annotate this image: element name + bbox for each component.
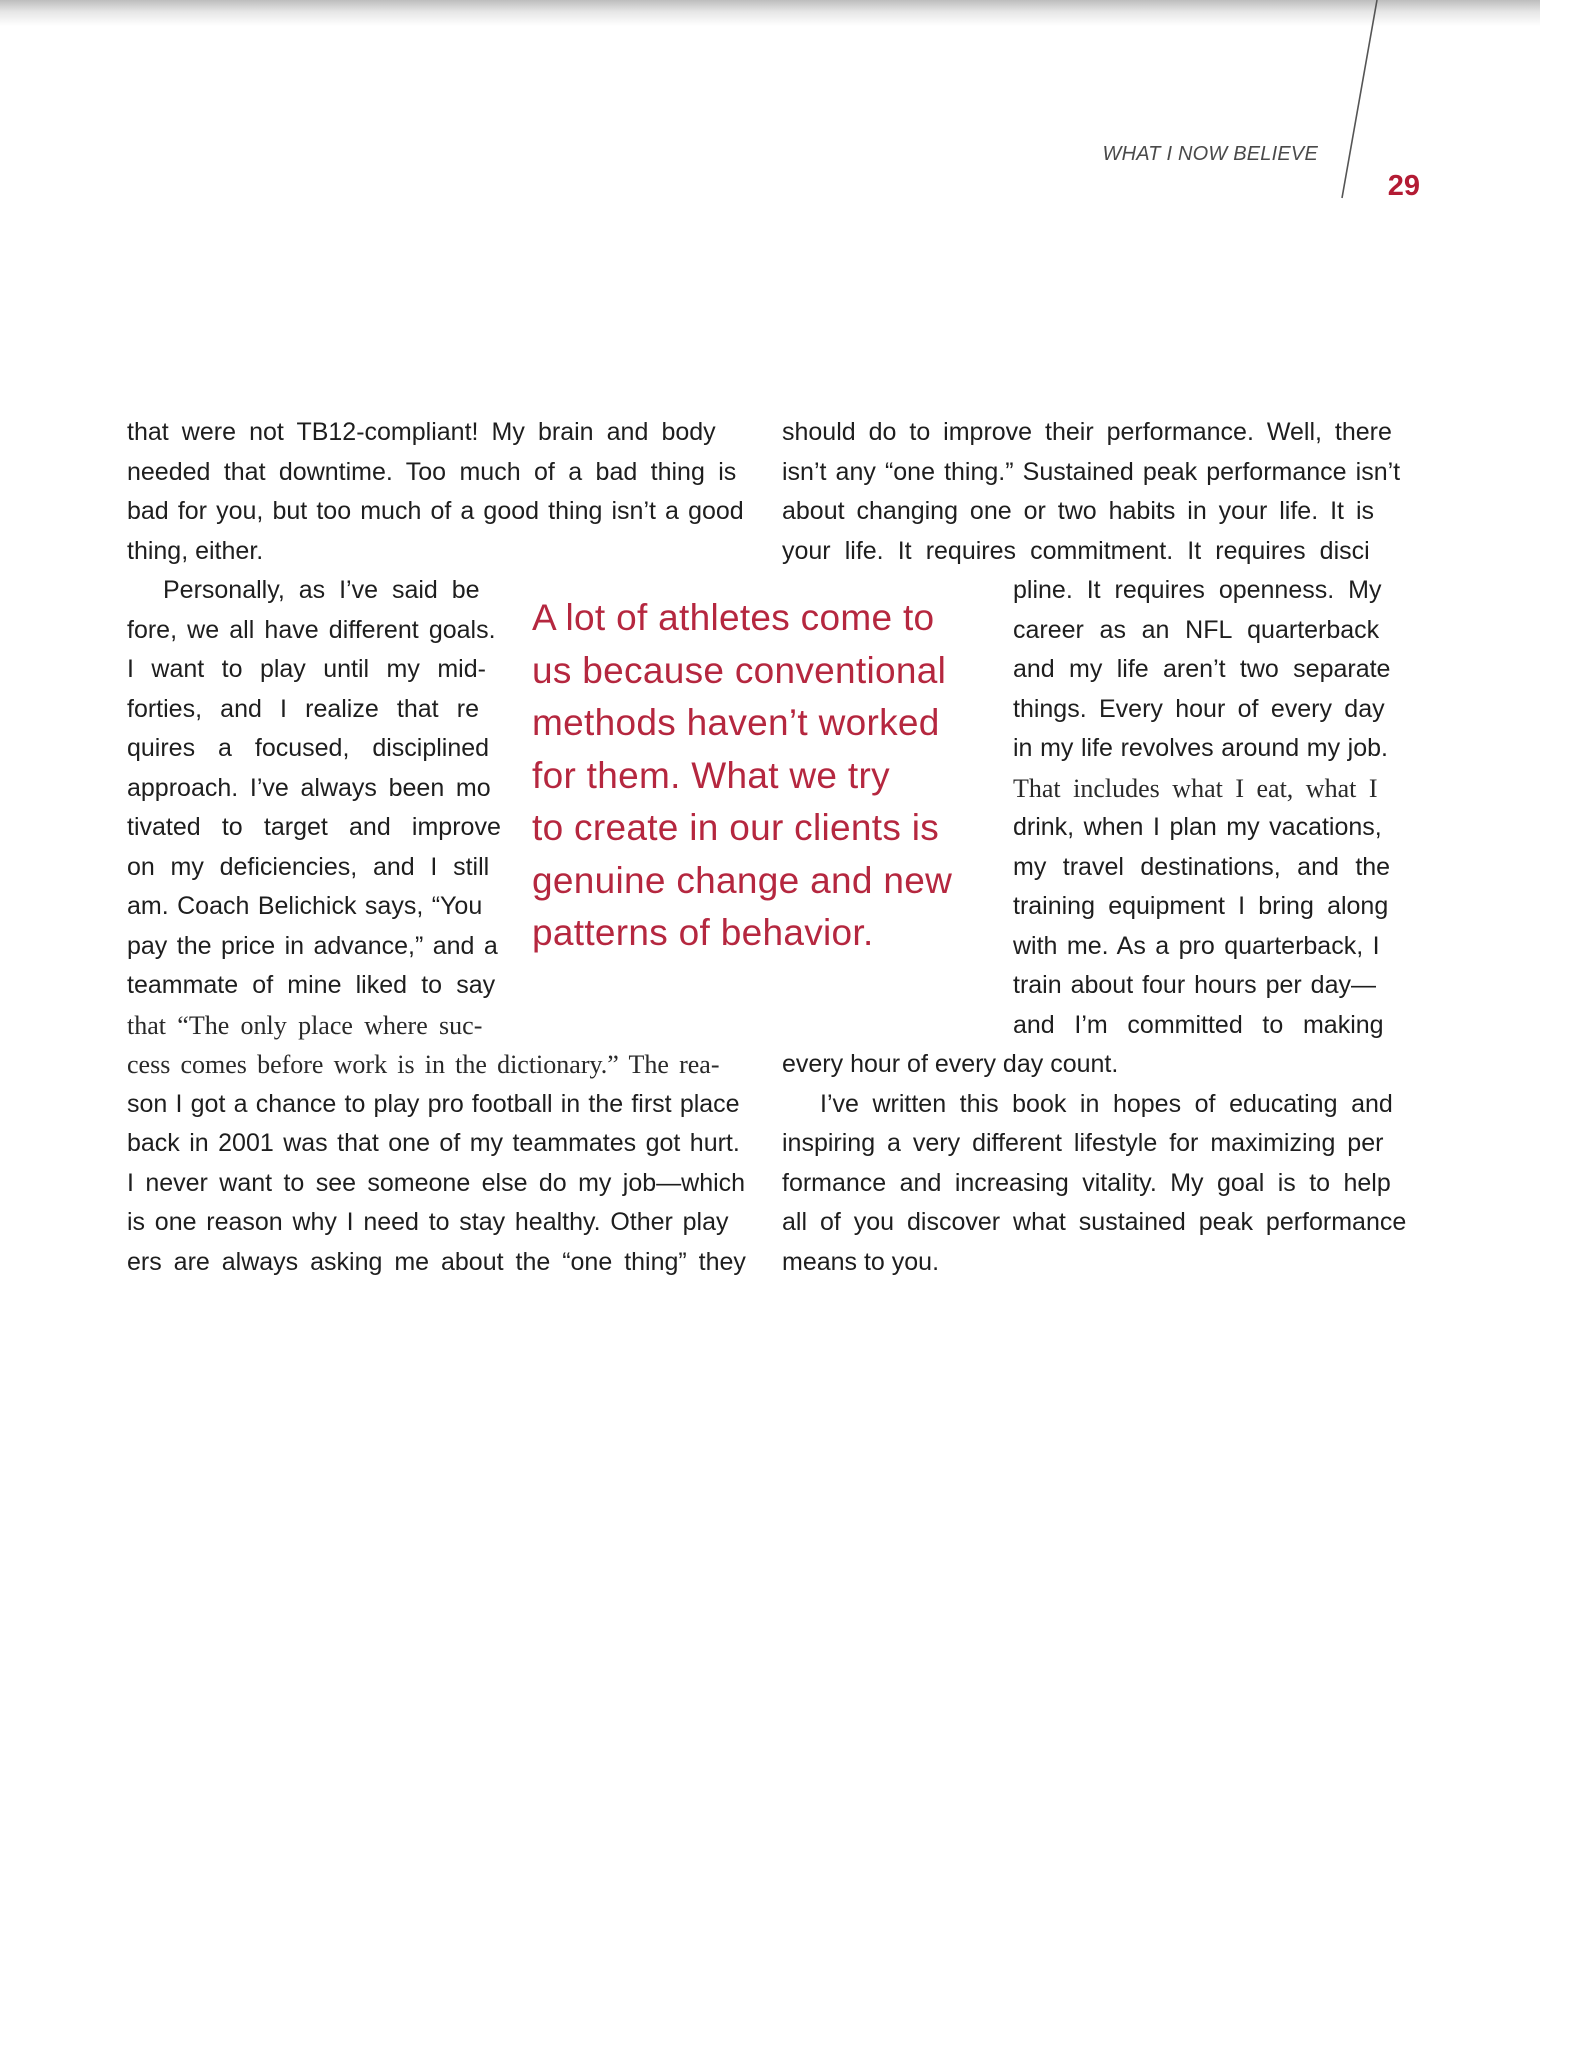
left-column-line: forties, and I realize that re	[127, 694, 479, 723]
right-column-line: isn’t any “one thing.” Sustained peak performance isn’t	[782, 457, 1401, 486]
pull-quote-line: for them. What we try	[532, 754, 890, 796]
left-column-line: tivated to target and improve	[127, 813, 501, 841]
right-column-line: things. Every hour of every day	[1013, 694, 1385, 723]
scan-top-shadow	[0, 0, 1540, 26]
left-column-line: is one reason why I need to stay healthy. Other play	[127, 1208, 729, 1236]
pull-quote-line: genuine change and new	[532, 859, 953, 901]
page-right-margin	[1540, 0, 1581, 2056]
left-column-line: fore, we all have different goals.	[127, 615, 496, 644]
left-column-line: I want to play until my mid-	[127, 655, 486, 683]
right-column-line: I’ve written this book in hopes of educating and	[820, 1089, 1393, 1118]
right-column-line: every hour of every day count.	[782, 1050, 1119, 1078]
right-column-line: That includes what I eat, what I	[1013, 773, 1378, 803]
right-column-line: drink, when I plan my vacations,	[1013, 813, 1382, 841]
right-column-line: should do to improve their performance. Well, there	[782, 418, 1392, 446]
running-head: WHAT I NOW BELIEVE	[1102, 143, 1318, 165]
page-number: 29	[1387, 170, 1420, 202]
left-column-line: that were not TB12-compliant! My brain and body	[127, 418, 716, 446]
right-column-line: all of you discover what sustained peak performance	[782, 1208, 1407, 1236]
left-column-line: Personally, as I’ve said be	[163, 576, 480, 604]
right-column-line: training equipment I bring along	[1013, 892, 1389, 920]
right-column-line: about changing one or two habits in your life. It is	[782, 497, 1374, 525]
left-column-line: teammate of mine liked to say	[127, 971, 496, 999]
left-column-line: that “The only place where suc-	[127, 1010, 483, 1040]
right-column-line: my travel destinations, and the	[1013, 852, 1391, 881]
left-column-line: pay the price in advance,” and a	[127, 931, 498, 960]
right-column-line: in my life revolves around my job.	[1013, 734, 1388, 762]
left-column-line: needed that downtime. Too much of a bad thing is	[127, 457, 737, 486]
right-column-line: with me. As a pro quarterback, I	[1013, 931, 1380, 960]
right-column-line: pline. It requires openness. My	[1013, 576, 1382, 604]
left-column-line: thing, either.	[127, 536, 264, 565]
right-column-line: train about four hours per day—	[1013, 971, 1376, 999]
right-column-line: inspiring a very different lifestyle for maximizing per	[782, 1129, 1384, 1157]
left-column-line: bad for you, but too much of a good thing isn’t a good	[127, 497, 744, 525]
left-column-line: ers are always asking me about the “one thing” they	[127, 1247, 746, 1276]
right-column-line: your life. It requires commitment. It requires disci	[782, 536, 1370, 565]
pull-quote-line: methods haven’t worked	[532, 702, 940, 743]
left-column-line: on my deficiencies, and I still	[127, 852, 490, 881]
pull-quote-line: A lot of athletes come to	[532, 597, 935, 638]
pull-quote-line: us because conventional	[532, 649, 947, 691]
left-column-line: back in 2001 was that one of my teammates got hurt.	[127, 1129, 740, 1157]
left-column-line: cess comes before work is in the dictionary.” The rea-	[127, 1050, 720, 1079]
pull-quote-line: patterns of behavior.	[532, 912, 874, 953]
left-column-line: I never want to see someone else do my job—which	[127, 1168, 746, 1197]
right-column-line: and I’m committed to making	[1013, 1010, 1384, 1039]
right-column-line: means to you.	[782, 1247, 940, 1276]
right-column-line: formance and increasing vitality. My goal is to help	[782, 1168, 1391, 1197]
pull-quote-line: to create in our clients is	[532, 807, 940, 848]
left-column-line: son I got a chance to play pro football in the first place	[127, 1089, 740, 1118]
left-column-line: approach. I’ve always been mo	[127, 773, 491, 802]
right-column-line: and my life aren’t two separate	[1013, 655, 1391, 683]
left-column-line: quires a focused, disciplined	[127, 734, 490, 762]
right-column-line: career as an NFL quarterback	[1013, 615, 1380, 644]
left-column-line: am. Coach Belichick says, “You	[127, 892, 483, 920]
